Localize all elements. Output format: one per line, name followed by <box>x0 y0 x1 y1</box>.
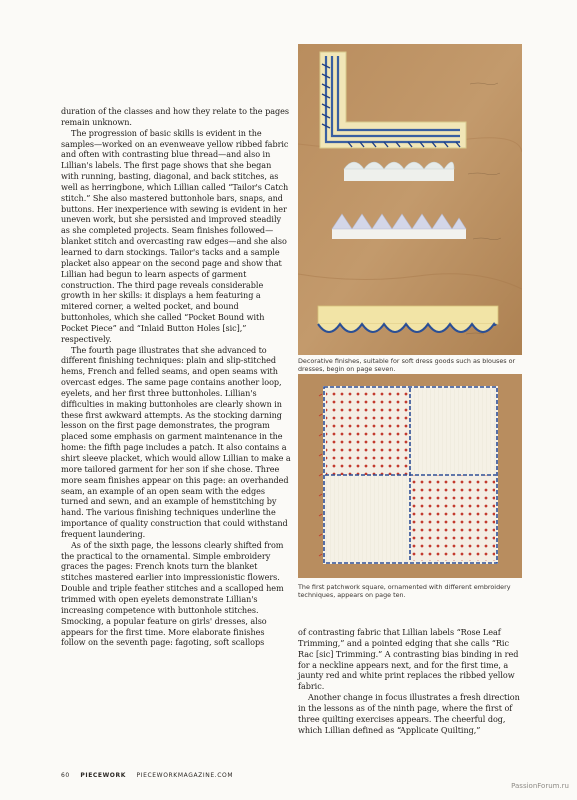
page-footer <box>61 772 241 779</box>
paragraph: The fourth page illustrates that she advanced to different finishing techniques: plain and slip-stitched hems, French and felled seams, and open seams with overcast edges. The same page contains another loop, eyelets, and her first three buttonholes. Lillian's difficulties in making buttonholes are clearly shown in these first awkward attempts. As the stocking darning lesson on the first page demonstrates, the program placed some emphasis on garment maintenance in the home: the fifth page includes a patch. It also contains a shirt sleeve placket, which would allow Lillian to make a more tailored garment for her son if she chose. Three more seam finishes appear on this page: an overhanded seam, an example of an open seam with the edges turned and sewn, and an example of hemstitching by hand. The various finishing techniques underline the importance of quality construction that could withstand frequent laundering. <box>61 344 291 539</box>
paragraph: The progression of basic skills is evident in the samples—worked on an evenweave yellow ribbed fabric and often with contrasting blue thread—and also in Lillian's labels. The first page shows that she began with running, basting, diagonal, and back stitches, as well as herringbone, which Lillian called “Tailor's Catch stitch.” She also mastered buttonhole bars, snaps, and buttons. Her inexperience with sewing is evident in her uneven work, but she persisted and improved steadily as she completed projects. Seam finishes followed—blanket stitch and overcasting raw edges—and she also learned to darn stockings. Tailor's tacks and a sample placket also appear on the second page and show that Lillian had begun to learn aspects of garment construction. The third page reveals considerable growth in her skills: it displays a hem featuring a mitered corner, a welted pocket, and bound buttonholes, which she called “Pocket Bound with Pocket Piece” and “Inlaid Button Holes [sic],” respectively. <box>61 127 289 344</box>
right-text-column <box>298 627 522 735</box>
left-text-column <box>61 106 291 648</box>
paragraph: Another change in focus illustrates a fresh direction in the lessons as of the ninth page, where the first of three quilting exercises appears. The cheerful dog, which Lillian defined as “Applicate Quilting,” <box>298 692 520 735</box>
decorative-finishes-photo <box>298 44 522 355</box>
page-number: 60 <box>61 772 70 779</box>
paragraph: of contrasting fabric that Lillian labels “Rose Leaf Trimming,” and a pointed edging that she calls “Ric Rac [sic] Trimming.” A contrasting bias binding in red for a neckline appears next, and for the first time, a jaunty red and white print replaces the ribbed yellow fabric. <box>298 627 519 692</box>
watermark: PassionForum.ru <box>511 782 569 790</box>
website: PIECEWORKMAGAZINE.COM <box>136 772 234 779</box>
paragraph: As of the sixth page, the lessons clearly shifted from the practical to the ornamental. Simple embroidery graces the pages: French knots turn the blanket stitches mastered earlier into impressionistic flowers. Double and triple feather stitches and a scalloped hem trimmed with open eyelets demonstrate Lillian's increasing competence with buttonhole stitches. Smocking, a popular feature on girls' dresses, also appears for the first time. More elaborate finishes follow on the seventh page: fagoting, soft scallops <box>61 539 284 648</box>
top-photo-caption: Decorative finishes, suitable for soft dress goods such as blouses or dresses, begin on page seven. <box>298 357 516 374</box>
patchwork-square-photo <box>298 374 522 578</box>
paragraph: duration of the classes and how they relate to the pages remain unknown. <box>61 106 289 127</box>
bottom-photo-caption: The first patchwork square, ornamented with different embroidery techniques, appears on page ten. <box>298 583 511 600</box>
magazine-name: PIECEWORK <box>80 772 126 779</box>
